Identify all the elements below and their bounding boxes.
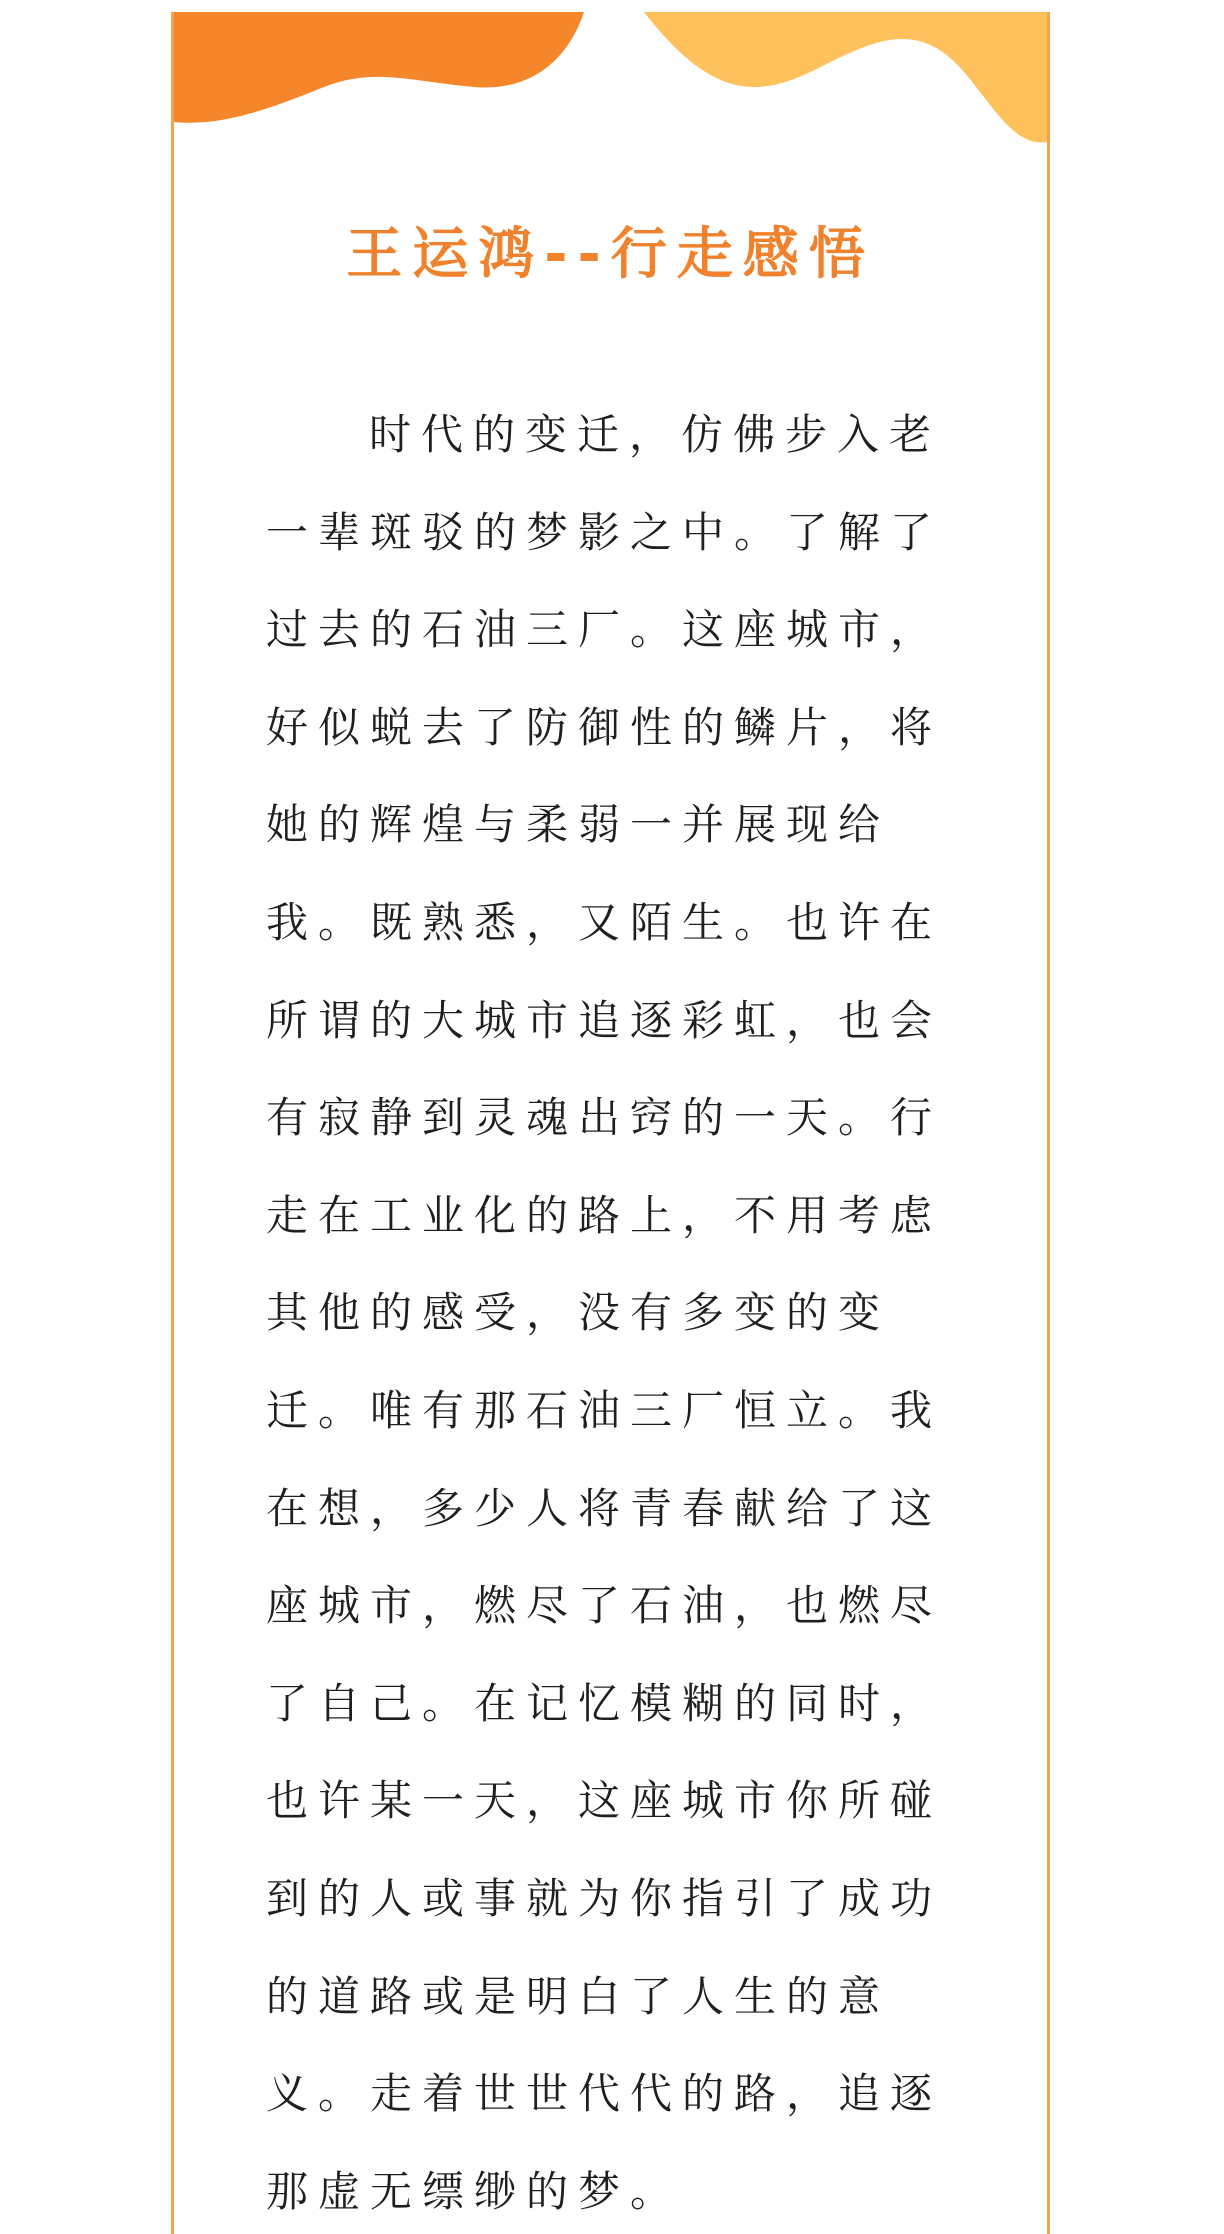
article-card: [171, 12, 1050, 2234]
body-line: 迁。唯有那石油三厂恒立。我: [266, 1385, 943, 1435]
article-title: 王运鸿--行走感悟: [346, 222, 875, 287]
body-line: 义。走着世世代代的路，追逐: [266, 2069, 943, 2119]
body-line: 所谓的大城市追逐彩虹，也会: [266, 995, 943, 1045]
wave-yellow-shape: [644, 12, 1047, 142]
wave-orange-shape: [174, 12, 584, 123]
body-line: 走在工业化的路上，不用考虑: [266, 1190, 943, 1240]
body-line: 我。既熟悉，又陌生。也许在: [266, 897, 943, 947]
body-line: 在想，多少人将青春献给了这: [266, 1483, 943, 1533]
decorative-wave-header: [174, 12, 1047, 162]
body-line: 好似蜕去了防御性的鳞片，将: [266, 702, 943, 752]
body-line: 了自己。在记忆模糊的同时，: [266, 1678, 943, 1728]
body-line: 其他的感受，没有多变的变: [266, 1288, 891, 1338]
body-line: 她的辉煌与柔弱一并展现给: [266, 800, 891, 850]
article-body: [266, 386, 956, 2234]
body-line: 座城市，燃尽了石油，也燃尽: [266, 1581, 943, 1631]
body-line: 那虚无缥缈的梦。: [266, 2166, 683, 2216]
body-line: 时代的变迁，仿佛步入老: [369, 410, 942, 459]
body-line: 也许某一天，这座城市你所碰: [266, 1776, 943, 1826]
body-line: 的道路或是明白了人生的意: [266, 1971, 891, 2021]
body-line: 有寂静到灵魂出窍的一天。行: [266, 1093, 943, 1143]
body-line: 到的人或事就为你指引了成功: [266, 1873, 943, 1923]
body-line: 一辈斑驳的梦影之中。了解了: [266, 507, 943, 557]
body-line: 过去的石油三厂。这座城市，: [266, 605, 943, 655]
